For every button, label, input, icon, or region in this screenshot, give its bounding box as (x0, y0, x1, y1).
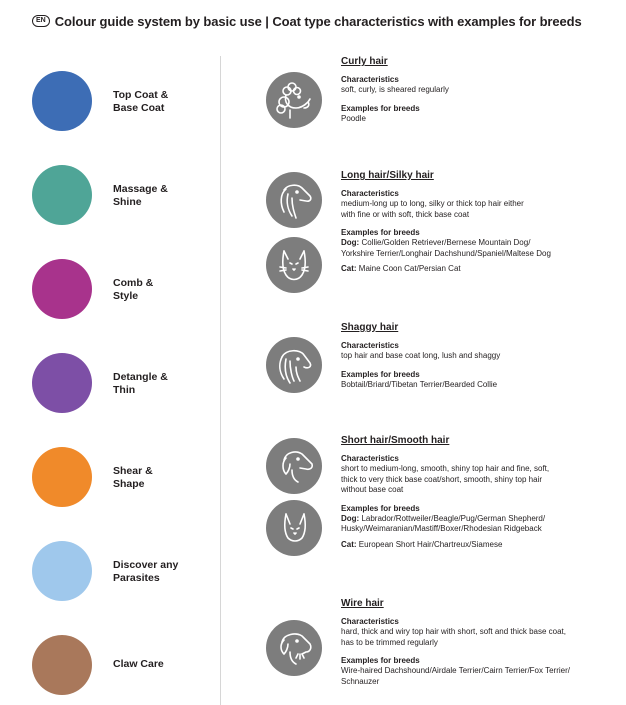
section-title: Shaggy hair (341, 322, 399, 333)
examples-text-line2: Schnauzer (341, 676, 380, 686)
colour-dot-blue (32, 71, 92, 131)
section-long-hair (341, 169, 611, 275)
section-title: Short hair/Smooth hair (341, 435, 450, 446)
characteristics-text-line1: medium-long up to long, silky or thick top hair either (341, 199, 524, 208)
short-hair-dog-icon (266, 438, 322, 494)
section-shaggy-hair (341, 321, 611, 390)
characteristics-text-line1: hard, thick and wiry top hair with short, soft and thick base coat, (341, 627, 566, 636)
colour-label-comb: Comb & Style (113, 277, 154, 302)
examples-text-line1: Wire-haired Dachshound/Airdale Terrier/Cairn Terrier/Fox Terrier/ (341, 666, 570, 675)
characteristics-text-line3: without base coat (341, 485, 404, 494)
colour-label-claw: Claw Care (113, 658, 164, 670)
characteristics-label: Characteristics (341, 454, 399, 463)
characteristics-label: Characteristics (341, 75, 399, 84)
colour-label-massage: Massage & Shine (113, 183, 168, 208)
long-hair-cat-icon (266, 237, 322, 293)
colour-dot-brown (32, 635, 92, 695)
examples-label: Examples for breeds (341, 656, 420, 665)
examples-dog-line2: Yorkshire Terrier/Longhair Dachshund/Spaniel/Maltese Dog (341, 248, 551, 258)
section-title: Curly hair (341, 56, 388, 67)
colour-dot-teal (32, 165, 92, 225)
colour-dot-purple (32, 353, 92, 413)
section-title: Long hair/Silky hair (341, 170, 434, 181)
characteristics-label: Characteristics (341, 617, 399, 626)
characteristics-text-line1: short to medium-long, smooth, shiny top hair and fine, soft, (341, 464, 550, 473)
cat-label: Cat: (341, 264, 357, 273)
dog-label: Dog: (341, 238, 360, 247)
section-curly-hair (341, 55, 611, 124)
examples-text: Poodle (341, 113, 366, 123)
section-wire-hair (341, 597, 611, 687)
examples-cat: Cat: Maine Coon Cat/Persian Cat (341, 264, 461, 273)
colour-dot-orange (32, 447, 92, 507)
characteristics-text: soft, curly, is sheared regularly (341, 85, 449, 94)
characteristics-text-line2: thick to very thick base coat/short, smooth, shiny top hair (341, 474, 542, 484)
characteristics-text-line2: has to be trimmed regularly (341, 637, 438, 647)
shaggy-dog-icon (266, 337, 322, 393)
examples-dog-line1: Dog: Labrador/Rottweiler/Beagle/Pug/German Shepherd/ (341, 513, 546, 523)
examples-dog-line2: Husky/Weimaranian/Mastiff/Boxer/Rhodesian Ridgeback (341, 524, 542, 533)
section-title: Wire hair (341, 598, 384, 609)
examples-label: Examples for breeds (341, 103, 420, 113)
short-hair-cat-icon (266, 500, 322, 556)
language-badge: EN (32, 15, 50, 27)
examples-label: Examples for breeds (341, 369, 420, 379)
examples-label: Examples for breeds (341, 503, 420, 513)
page-title: Colour guide system by basic use | Coat type characteristics with examples for breeds (54, 13, 582, 29)
characteristics-text-line2: with fine or with soft, thick base coat (341, 209, 470, 219)
colour-label-detangle: Detangle & Thin (113, 371, 168, 396)
characteristics-label: Characteristics (341, 341, 399, 350)
characteristics-label: Characteristics (341, 189, 399, 198)
colour-label-parasites: Discover any Parasites (113, 559, 179, 584)
wire-hair-dog-icon (266, 620, 322, 676)
colour-label-top-coat: Top Coat & Base Coat (113, 89, 169, 114)
section-short-hair (341, 434, 611, 550)
colour-label-shear: Shear & Shape (113, 465, 153, 490)
page-header (32, 12, 582, 30)
colour-dot-light-blue (32, 541, 92, 601)
examples-dog-line1: Dog: Collie/Golden Retriever/Bernese Mountain Dog/ (341, 238, 531, 247)
column-divider (220, 56, 221, 705)
examples-label: Examples for breeds (341, 228, 420, 237)
examples-cat: Cat: European Short Hair/Chartreux/Siamese (341, 539, 503, 549)
poodle-icon (266, 72, 322, 128)
long-hair-dog-icon (266, 172, 322, 228)
characteristics-text: top hair and base coat long, lush and shaggy (341, 351, 501, 360)
cat-label: Cat: (341, 539, 357, 549)
dog-label: Dog: (341, 513, 360, 523)
examples-text: Bobtail/Briard/Tibetan Terrier/Bearded Collie (341, 379, 498, 389)
colour-dot-magenta (32, 259, 92, 319)
